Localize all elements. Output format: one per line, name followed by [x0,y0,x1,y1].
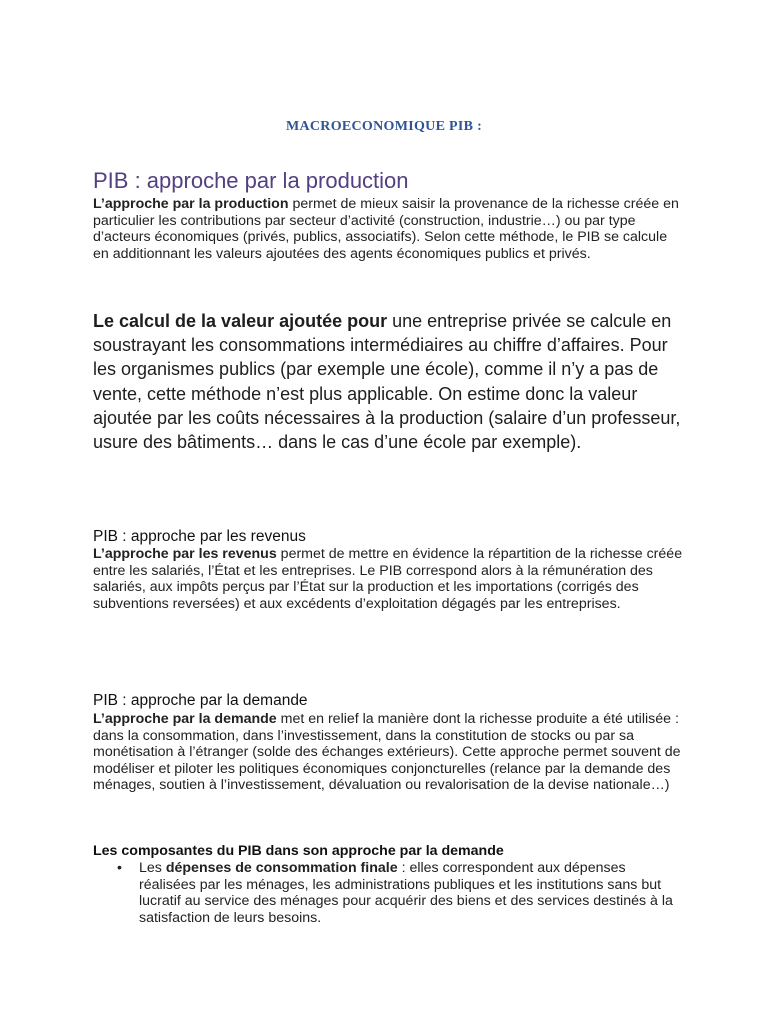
heading-composantes: Les composantes du PIB dans son approche par la demande [93,843,504,859]
paragraph-valeur-ajoutee-bold: Le calcul de la valeur ajoutée pour [93,311,388,331]
paragraph-valeur-ajoutee [93,309,683,454]
paragraph-revenus [93,546,683,612]
list-item-bold: dépenses de consommation finale [165,860,398,876]
paragraph-demande-bold: L’approche par la demande [93,711,277,727]
document-title: MACROECONOMIQUE PIB : [285,119,483,134]
bullet-icon: • [117,860,122,876]
paragraph-revenus-text: permet de mettre en évidence la répartition de la richesse créée entre les salariés, l’État et les entreprises. Le PIB correspond alors à la rémunération des salariés, aux impôts perçus par l’État sur la production et les importations (corrigés des subventions reversées) et aux excédents d’exploitation dégagés par les entreprises. [93,546,683,612]
paragraph-valeur-ajoutee-text: une entreprise privée se calcule en soustrayant les consommations intermédiaires au chiffre d’affaires. Pour les organismes publics (par exemple une école), comme il n’y a pas de vente, cette méthode n’est plus applicable. On estime donc la valeur ajoutée par les coûts nécessaires à la production (salaire d’un professeur, usure des bâtiments… dans le cas d’une école par exemple). [93,311,681,453]
heading-production: PIB : approche par la production [93,168,409,193]
paragraph-production [93,196,683,262]
paragraph-demande [93,711,683,794]
list-item-text: : elles correspondent aux dépenses réalisées par les ménages, les administrations publiques et les institutions sans but lucratif au service des ménages pour acquérir des biens et des services destinés à la satisfaction de leurs besoins. [139,860,673,926]
paragraph-production-bold: L’approche par la production [93,196,289,212]
heading-revenus: PIB : approche par les revenus [93,528,306,545]
paragraph-demande-text: met en relief la manière dont la richesse produite a été utilisée : dans la consommation, dans l’investissement, dans la constitution de stocks ou par sa monétisation à l’étranger (solde des échanges extérieurs). Cette approche permet souvent de modéliser et piloter les politiques économiques conjoncturelles (relance par la demande des ménages, soutien à l’investissement, dévaluation ou revalorisation de la devise nationale…) [93,711,681,794]
heading-demande: PIB : approche par la demande [93,692,308,709]
paragraph-production-text: permet de mieux saisir la provenance de la richesse créée en particulier les contributions par secteur d’activité (construction, industrie…) ou par type d’acteurs économiques (privés, publics, associatifs). Selon cette méthode, le PIB se calcule en additionnant les valeurs ajoutées des agents économiques publics et privés. [93,196,679,262]
composantes-list [93,860,683,926]
paragraph-revenus-bold: L’approche par les revenus [93,546,277,562]
list-item [93,860,683,926]
list-item-prefix: Les [139,860,166,876]
